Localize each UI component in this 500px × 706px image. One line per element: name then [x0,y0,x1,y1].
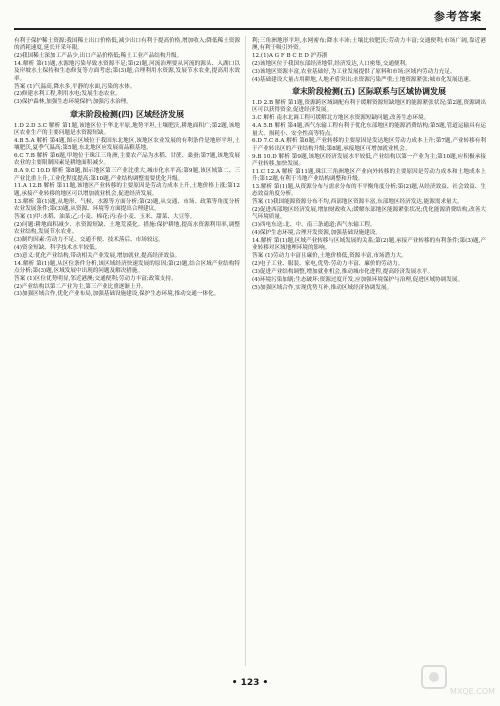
answer-paragraph: (5)加强区域合作,实现优势互补,推动区域经济协调发展。 [252,284,393,291]
answer-paragraph: 11.C 12.A 解析 第11题,珠江三角洲地区产业向外转移的主要原因是劳动力成本和土地成本上升;第12题,有利于当地产业结构调整和升级。 [252,168,486,183]
answer-paragraph: 12.(1)A G F B C E D 沪苏浙 [252,53,328,60]
page-number: • 123 • [231,678,269,688]
header-rule [14,28,486,30]
page-header-title: 参考答案 [434,10,482,23]
answer-paragraph: 13.解析 第(1)题,从地形、气候、水源等方面分析;第(2)题,从交通、市场、政策等角度分析农业发展条件;第(3)题,从资源、环境等方面提出合理建议。 [14,198,240,212]
answer-paragraph: 4.A 5.B 解析 第4题,西气东输工程有利于优化东部地区的能源消费结构;第5题,管道运输具有运量大、损耗小、安全性高等特点。 [252,123,486,137]
answer-paragraph: 13.解析 第(1)题,从资源分布与需求分布的不平衡角度分析;第(2)题,从经济效益、社会效益、生态效益角度分析。 [252,183,486,198]
answer-paragraph: 3.C 解析 南水北调工程可缓解北方地区水资源短缺问题,改善生态环境。 [252,115,430,122]
answer-paragraph: (2)我国稀土深加工产品少,出口产品价格低;稀土工业产品结构升级。 [14,53,183,60]
right-column [252,38,486,293]
answer-paragraph: (4)资金短缺、科学技术水平较低。 [14,244,101,251]
answer-paragraph: 答案 (1)甲:水稻、油菜;乙:小麦、棉花;丙:春小麦、玉米、甜菜、大豆等。 [14,213,196,220]
watermark-logo [420,664,496,698]
answer-paragraph: 14.解析 第(1)题,区域产业转移与区域发展的关系;第(2)题,承接产业转移的有利条件;第(3)题,产业转移对区域地理环境的影响。 [252,238,486,252]
answer-paragraph: (5)意义:优化产业结构,带动相关产业发展,增加就业,提高经济效益。 [14,252,181,259]
answer-paragraph: 11.A 12.B 解析 第11题,该地区产业转移的主要原因是劳动力成本上升,土地价格上涨;第12题,承接产业转移的地区可以增加就业机会,促进经济发展。 [14,183,240,197]
answer-paragraph: 4.B 5.A 解析 第4题,图示区域位于我国东北地区,该地区农业发展的有利条件是地形平坦,土壤肥沃,夏季气温高;第5题,东北地区应发展商品粮基地。 [14,137,240,152]
answer-paragraph: 14.解析 第(1)题,从区位条件分析,该区域经济快速发展的原因;第(2)题,结合区域产业结构特点分析;第(3)题,区域发展中出现的问题及解决措施。 [14,260,240,274]
answer-paragraph: (2)促进西部地区经济发展,增加财政收入;缓解东部地区能源紧张状况;优化能源消费结构,改善大气环境质量。 [252,207,486,221]
answer-paragraph: 答案 (1)气温高,降水多,平静的水面,污染的水体。 [14,83,136,90]
answer-paragraph: 答案 (1)劳动力丰富且廉价,土地价格低,资源丰富,市场潜力大。 [252,253,407,260]
answer-paragraph: 有利于保护稀土资源;我国稀土出口价格低,减少出口有利于提高价格,增加收入;降低稀土资源的消耗速度,延长开采年限。 [14,38,240,52]
watermark-text: MXQE.COM [450,687,496,696]
answer-paragraph: (3)制约因素:劳动力不足、交通不便、技术落后、市场较远。 [14,236,164,243]
column-divider [245,36,246,666]
answer-paragraph: 6.C 7.B 解析 第6题,甲地位于珠江三角洲,主要农产品为水稻、甘蔗、桑蚕;第7题,该地发展农业的主要限制因素是耕地面积减少。 [14,153,240,167]
answer-paragraph: (3)促进产业结构调整,增加就业机会,推动城市化进程,提高经济发展水平。 [252,269,434,275]
section-title: 章末阶段检测(五) 区际联系与区域协调发展 [291,87,447,97]
answer-paragraph: 6.D 7.C 8.A 解析 第6题,产业转移的主要原因是发达地区劳动力成本上升;第7题,产业转移有利于产业转出区的产业结构升级;第8题,承接地区可增加就业机会。 [252,138,486,152]
answer-paragraph: (2)问题:耕地面积减少、水资源短缺、土地荒漠化。措施:保护耕地,提高水资源利用率,调整农业结构,发展节水农业。 [14,221,240,235]
answer-paragraph: (4)保护生态环境,合理开发资源,加强基础设施建设。 [252,230,381,237]
answer-paragraph: (4)基础建设大量占用耕地,人地矛盾突出;水资源污染严重;土地资源紧张;城市化发展迅速。 [252,76,475,83]
answer-paragraph: (3)该地区资源丰富,农业基础好,为工业发展提供了原料和市场;区域内劳动力充足。 [252,68,456,75]
answer-paragraph: (2)修建水利工程,利用水电;发展生态农业。 [14,91,121,98]
answer-paragraph: 1.D 2.B 解析 第1题,资源跨区域调配有利于缓解资源短缺地区的能源紧张状况;第2题,资源调出区可以获得资金,促进经济发展。 [252,100,486,114]
answer-paragraph: 利;三角洲地形平坦,水网密布;降水丰沛;土壤比较肥沃;劳动力丰富;交通便利;市场广阔,靠近港澳,有利于吸引外资。 [252,38,486,52]
answer-paragraph: (2)产业结构以第二产业为主,第三产业比重逐渐上升。 [14,283,147,290]
answer-paragraph: (2)该地区位于我国东部经济地带,经济发达,人口密集,交通便利。 [252,61,411,68]
answer-paragraph: (3)保护森林,加强生态环境保护;加强污水治理。 [14,99,132,106]
answer-paragraph: 答案 (1)我国能源资源分布不均,西部地区资源丰富,东部地区经济发达,能源需求量大。 [252,199,463,206]
answer-paragraph: (2)电子工业、服装、家电,优势:劳动力丰富、廉价的劳动力。 [252,261,404,268]
answer-paragraph: 8.A 9.C 10.D 解析 第8题,图示地区第三产业比重大,城市化水平高;第9题,该区域第二、三产业比重上升,工业化程度提高;第10题,产业结构调整需要优化升级。 [14,168,240,182]
answer-paragraph: 1.D 2.D 3.C 解析 第1题,该地区位于华北平原,地势平坦,土壤肥沃,耕地面积广;第2题,该地区农业生产的主要问题是水资源短缺。 [14,122,240,136]
answer-paragraph: (3)加强区域合作,优化产业布局,加强基础设施建设,保护生态环境,推动交通一体化。 [14,291,220,298]
answer-paragraph: 14.解析 第(1)题,水源地污染导致水资源不足;第(2)题,河流治理要从河流的源头、入湖口以及岸坡水土保持和生态修复等方面考虑;第(3)题,合理利用水资源,发展节水农业,提高用水效率。 [14,61,240,82]
answer-paragraph: 9.B 10.D 解析 第9题,该地区经济发展水平较低,产业结构以第一产业为主;第10题,应积极承接产业转移,加快发展。 [252,153,486,167]
answer-paragraph: 答案 (1)区位优势明显,邻近港澳;交通便利;劳动力丰富;政策支持。 [14,275,177,282]
left-column [14,38,240,299]
answer-paragraph: (4)环境污染加剧;生态破坏;资源过度开发,应加强环境保护与治理,促进区域协调发展。 [252,276,464,283]
answer-paragraph: (3)西电东送:北、中、南三条通道;西气东输工程。 [252,222,376,229]
section-title: 章末阶段检测(四) 区域经济发展 [69,109,185,119]
